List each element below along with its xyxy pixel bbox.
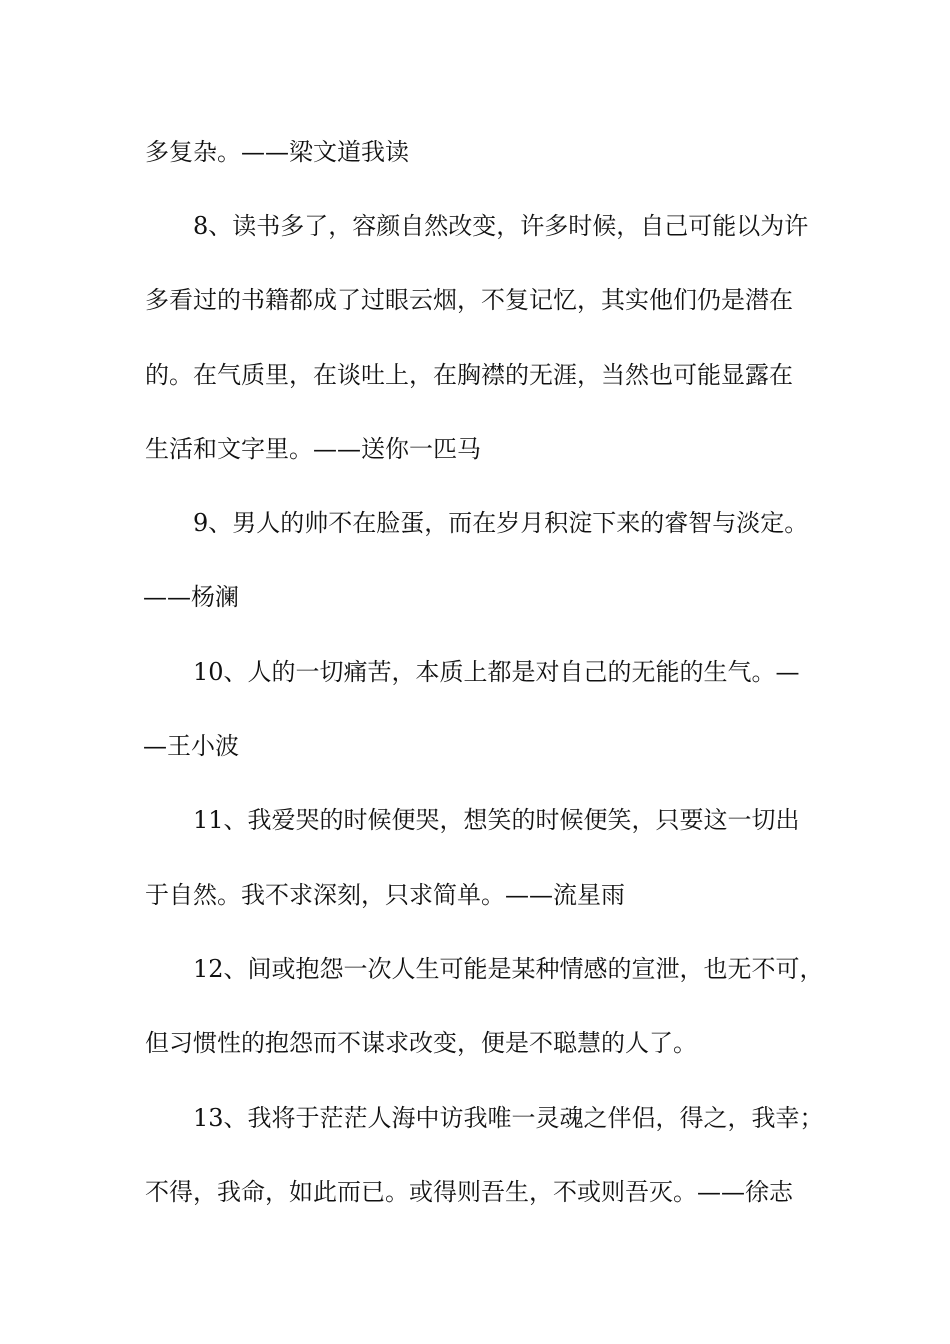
text-line: —王小波 xyxy=(143,732,239,760)
text-line: 10、人的一切痛苦，本质上都是对自己的无能的生气。— xyxy=(193,658,800,686)
text-line: 12、间或抱怨一次人生可能是某种情感的宣泄，也无不可， xyxy=(193,955,824,983)
text-line: 13、我将于茫茫人海中访我唯一灵魂之伴侣，得之，我幸； xyxy=(193,1104,824,1132)
text-line: 11、我爱哭的时候便哭，想笑的时候便笑，只要这一切出 xyxy=(193,806,800,834)
text-line: 9、男人的帅不在脸蛋，而在岁月积淀下来的睿智与淡定。 xyxy=(193,509,809,537)
text-line: ——杨澜 xyxy=(143,583,239,611)
text-line: 不得，我命，如此而已。或得则吾生，不或则吾灭。——徐志 xyxy=(145,1178,793,1206)
text-line: 8、读书多了，容颜自然改变，许多时候，自己可能以为许 xyxy=(193,212,809,240)
text-line: 生活和文字里。——送你一匹马 xyxy=(145,435,481,463)
text-line: 于自然。我不求深刻，只求简单。——流星雨 xyxy=(145,881,625,909)
text-line: 但习惯性的抱怨而不谋求改变，便是不聪慧的人了。 xyxy=(145,1029,697,1057)
text-line: 多看过的书籍都成了过眼云烟，不复记忆，其实他们仍是潜在 xyxy=(145,286,793,314)
text-line: 多复杂。——梁文道我读 xyxy=(145,138,409,166)
text-line: 的。在气质里，在谈吐上，在胸襟的无涯，当然也可能显露在 xyxy=(145,361,793,389)
